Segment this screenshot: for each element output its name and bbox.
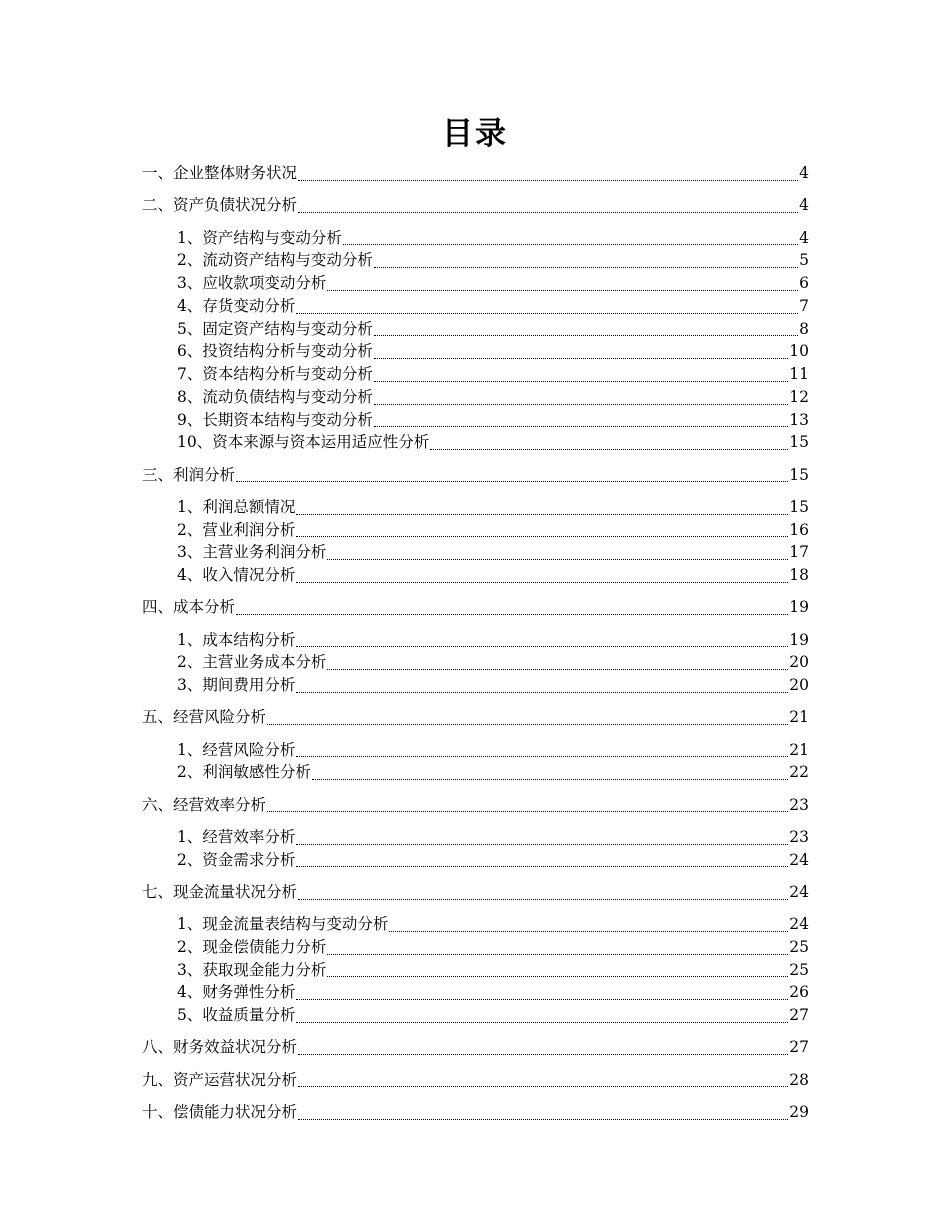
toc-dot-leader <box>236 598 788 615</box>
toc-dot-leader <box>312 763 788 780</box>
toc-page-number: 24 <box>789 882 809 901</box>
toc-entry-label: 8、流动负债结构与变动分析 <box>177 387 373 406</box>
toc-entry-label: 2、利润敏感性分析 <box>177 763 311 782</box>
toc-subsection-entry[interactable] <box>142 249 809 272</box>
toc-dot-leader <box>298 1070 788 1087</box>
toc-entry-label: 2、现金偿债能力分析 <box>177 937 327 956</box>
toc-section-entry[interactable] <box>142 1101 809 1124</box>
toc-page-number: 28 <box>789 1070 809 1089</box>
toc-page-number: 4 <box>799 228 809 247</box>
toc-entry-label: 六、经营效率分析 <box>142 795 267 814</box>
toc-subsection-entry[interactable] <box>142 564 809 587</box>
toc-dot-leader <box>298 1038 788 1055</box>
page-title: 目录 <box>442 116 508 152</box>
toc-subsection-entry[interactable] <box>142 981 809 1004</box>
toc-dot-leader <box>298 1103 788 1120</box>
toc-section-entry[interactable] <box>142 881 809 904</box>
toc-page-number: 23 <box>789 827 809 846</box>
toc-page-number: 24 <box>789 915 809 933</box>
toc-section-entry[interactable] <box>142 194 809 217</box>
toc-subsection-entry[interactable] <box>142 541 809 564</box>
toc-dot-leader <box>296 1006 788 1023</box>
toc-section-entry[interactable] <box>142 706 809 729</box>
toc-page-number: 19 <box>789 598 809 617</box>
toc-dot-leader <box>374 410 788 427</box>
toc-page-number: 23 <box>789 795 809 814</box>
toc-dot-leader <box>327 653 788 670</box>
toc-page-number: 20 <box>789 676 809 694</box>
toc-subsection-entry[interactable] <box>142 913 809 936</box>
toc-dot-leader <box>296 297 798 314</box>
toc-page-number: 12 <box>789 387 809 406</box>
toc-entry-label: 2、流动资产结构与变动分析 <box>177 251 373 270</box>
toc-entry-label: 3、应收款项变动分析 <box>177 274 327 292</box>
toc-entry-label: 6、投资结构分析与变动分析 <box>177 342 373 361</box>
toc-page-number: 11 <box>789 365 809 383</box>
toc-entry-label: 4、财务弹性分析 <box>177 983 296 1002</box>
toc-entry-label: 2、主营业务成本分析 <box>177 653 327 672</box>
toc-entry-label: 十、偿债能力状况分析 <box>142 1102 298 1121</box>
toc-subsection-entry[interactable] <box>142 629 809 652</box>
toc-entry-label: 1、成本结构分析 <box>177 630 296 649</box>
toc-page-number: 24 <box>789 850 809 869</box>
table-of-contents <box>142 162 809 1124</box>
toc-entry-label: 1、利润总额情况 <box>177 497 296 516</box>
toc-entry-label: 3、期间费用分析 <box>177 676 296 694</box>
toc-page-number: 6 <box>799 274 809 292</box>
toc-subsection-entry[interactable] <box>142 739 809 762</box>
toc-subsection-entry[interactable] <box>142 340 809 363</box>
toc-page-number: 18 <box>789 566 809 584</box>
toc-subsection-entry[interactable] <box>142 227 809 250</box>
toc-dot-leader <box>298 164 798 181</box>
toc-dot-leader <box>374 319 798 336</box>
toc-dot-leader <box>327 274 798 291</box>
toc-subsection-entry[interactable] <box>142 674 809 697</box>
toc-dot-leader <box>236 465 788 482</box>
toc-page-number: 15 <box>789 497 809 516</box>
toc-subsection-entry[interactable] <box>142 651 809 674</box>
toc-subsection-entry[interactable] <box>142 431 809 454</box>
toc-page-number: 25 <box>789 960 809 979</box>
toc-entry-label: 三、利润分析 <box>142 465 236 484</box>
toc-entry-label: 1、经营风险分析 <box>177 740 296 759</box>
toc-entry-label: 五、经营风险分析 <box>142 708 267 727</box>
toc-entry-label: 5、固定资产结构与变动分析 <box>177 319 373 338</box>
toc-dot-leader <box>327 960 788 977</box>
toc-page-number: 7 <box>799 296 809 315</box>
toc-dot-leader <box>430 433 788 450</box>
toc-page-number: 26 <box>789 983 809 1002</box>
toc-entry-label: 1、现金流量表结构与变动分析 <box>177 915 389 933</box>
toc-subsection-entry[interactable] <box>142 1004 809 1027</box>
toc-entry-label: 4、存货变动分析 <box>177 296 296 315</box>
toc-page-number: 29 <box>789 1102 809 1121</box>
toc-page-number: 4 <box>799 196 809 215</box>
toc-entry-label: 9、长期资本结构与变动分析 <box>177 410 373 429</box>
toc-page-number: 27 <box>789 1006 809 1024</box>
toc-entry-label: 4、收入情况分析 <box>177 566 296 584</box>
toc-dot-leader <box>296 676 788 693</box>
toc-dot-leader <box>296 850 788 867</box>
toc-entry-label: 1、经营效率分析 <box>177 827 296 846</box>
toc-page-number: 15 <box>789 433 809 452</box>
toc-page-number: 8 <box>799 319 809 338</box>
toc-page-number: 13 <box>789 410 809 429</box>
toc-page-number: 25 <box>789 937 809 956</box>
toc-section-entry[interactable] <box>142 1069 809 1092</box>
toc-subsection-entry[interactable] <box>142 272 809 295</box>
toc-entry-label: 7、资本结构分析与变动分析 <box>177 365 373 383</box>
toc-subsection-entry[interactable] <box>142 519 809 542</box>
toc-section-entry[interactable] <box>142 1036 809 1059</box>
toc-section-entry[interactable] <box>142 162 809 185</box>
toc-dot-leader <box>327 543 788 560</box>
toc-page-number: 16 <box>789 520 809 539</box>
toc-dot-leader <box>374 365 788 382</box>
toc-section-entry[interactable] <box>142 464 809 487</box>
toc-page-number: 22 <box>789 763 809 782</box>
toc-page-number: 15 <box>789 465 809 484</box>
toc-subsection-entry[interactable] <box>142 295 809 318</box>
toc-dot-leader <box>296 630 788 647</box>
toc-dot-leader <box>374 342 788 359</box>
toc-entry-label: 四、成本分析 <box>142 598 236 617</box>
toc-subsection-entry[interactable] <box>142 959 809 982</box>
toc-page-number: 4 <box>799 164 809 182</box>
toc-entry-label: 3、获取现金能力分析 <box>177 960 327 979</box>
toc-entry-label: 1、资产结构与变动分析 <box>177 228 342 247</box>
toc-subsection-entry[interactable] <box>142 363 809 386</box>
toc-dot-leader <box>267 708 788 725</box>
toc-subsection-entry[interactable] <box>142 826 809 849</box>
toc-subsection-entry[interactable] <box>142 409 809 432</box>
toc-section-entry[interactable] <box>142 794 809 817</box>
toc-dot-leader <box>298 196 798 213</box>
toc-entry-label: 二、资产负债状况分析 <box>142 196 298 215</box>
toc-dot-leader <box>374 251 798 268</box>
toc-page-number: 5 <box>799 251 809 270</box>
toc-dot-leader <box>296 983 788 1000</box>
toc-dot-leader <box>296 498 788 515</box>
toc-dot-leader <box>296 828 788 845</box>
toc-section-entry[interactable] <box>142 596 809 619</box>
toc-subsection-entry[interactable] <box>142 936 809 959</box>
toc-subsection-entry[interactable] <box>142 761 809 784</box>
toc-entry-label: 八、财务效益状况分析 <box>142 1038 298 1057</box>
toc-dot-leader <box>343 228 798 245</box>
toc-subsection-entry[interactable] <box>142 496 809 519</box>
toc-page-number: 21 <box>789 740 809 759</box>
toc-dot-leader <box>267 795 788 812</box>
toc-dot-leader <box>374 388 788 405</box>
toc-entry-label: 3、主营业务利润分析 <box>177 543 327 562</box>
toc-subsection-entry[interactable] <box>142 849 809 872</box>
toc-entry-label: 一、企业整体财务状况 <box>142 164 298 182</box>
toc-page-number: 10 <box>789 342 809 361</box>
toc-entry-label: 2、营业利润分析 <box>177 520 296 539</box>
toc-entry-label: 5、收益质量分析 <box>177 1006 296 1024</box>
toc-entry-label: 10、资本来源与资本运用适应性分析 <box>177 433 430 452</box>
toc-dot-leader <box>296 520 788 537</box>
toc-dot-leader <box>327 938 788 955</box>
toc-entry-label: 2、资金需求分析 <box>177 850 296 869</box>
toc-entry-label: 七、现金流量状况分析 <box>142 882 298 901</box>
toc-page-number: 27 <box>789 1038 809 1057</box>
toc-page-number: 20 <box>789 653 809 672</box>
toc-page-number: 17 <box>789 543 809 562</box>
toc-page-number: 21 <box>789 708 809 727</box>
toc-dot-leader <box>389 915 788 932</box>
toc-subsection-entry[interactable] <box>142 318 809 341</box>
toc-subsection-entry[interactable] <box>142 386 809 409</box>
toc-dot-leader <box>296 566 788 583</box>
toc-entry-label: 九、资产运营状况分析 <box>142 1070 298 1089</box>
toc-dot-leader <box>296 740 788 757</box>
toc-page-number: 19 <box>789 630 809 649</box>
toc-dot-leader <box>298 883 788 900</box>
